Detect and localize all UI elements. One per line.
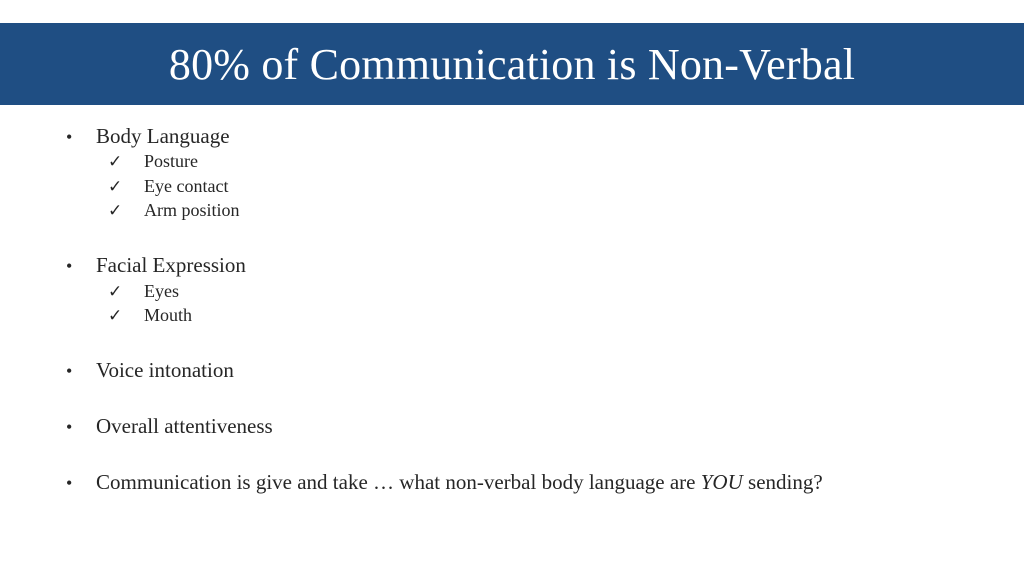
bullet-label-emphasis: YOU [700,470,743,494]
sub-item-arm-position [108,199,240,222]
bullet-overall-attentiveness [66,414,273,439]
sub-item-eye-contact [108,175,228,198]
bullet-icon: • [66,417,73,437]
checkmark-icon: ✓ [108,282,123,301]
bullet-label-part: Communication is give and take … what non-verbal body language are [96,470,696,494]
bullet-label: Body Language [96,124,230,148]
bullet-icon: • [66,256,73,276]
title-bar [0,23,1024,105]
sub-item-eyes [108,280,179,303]
sub-item-label: Mouth [144,305,193,325]
bullet-facial-expression [66,253,246,278]
sub-item-label: Eyes [144,281,179,301]
bullet-label-part: sending? [748,470,823,494]
bullet-label: Overall attentiveness [96,414,273,438]
bullet-icon: • [66,361,73,381]
checkmark-icon: ✓ [108,177,123,196]
bullet-communication-give-take [66,470,823,495]
bullet-label: Voice intonation [96,358,234,382]
bullet-icon: • [66,127,73,147]
slide-title: 80% of Communication is Non-Verbal [168,39,856,89]
checkmark-icon: ✓ [108,152,123,171]
bullet-label: Facial Expression [96,253,246,277]
bullet-body-language [66,124,230,149]
bullet-icon: • [66,473,73,493]
bullet-label [96,470,823,494]
sub-item-mouth [108,304,192,327]
sub-item-label: Arm position [144,200,240,220]
bullet-voice-intonation [66,358,234,383]
sub-item-label: Posture [144,151,198,171]
sub-item-posture [108,150,198,173]
sub-item-label: Eye contact [144,176,229,196]
checkmark-icon: ✓ [108,306,123,325]
checkmark-icon: ✓ [108,201,123,220]
